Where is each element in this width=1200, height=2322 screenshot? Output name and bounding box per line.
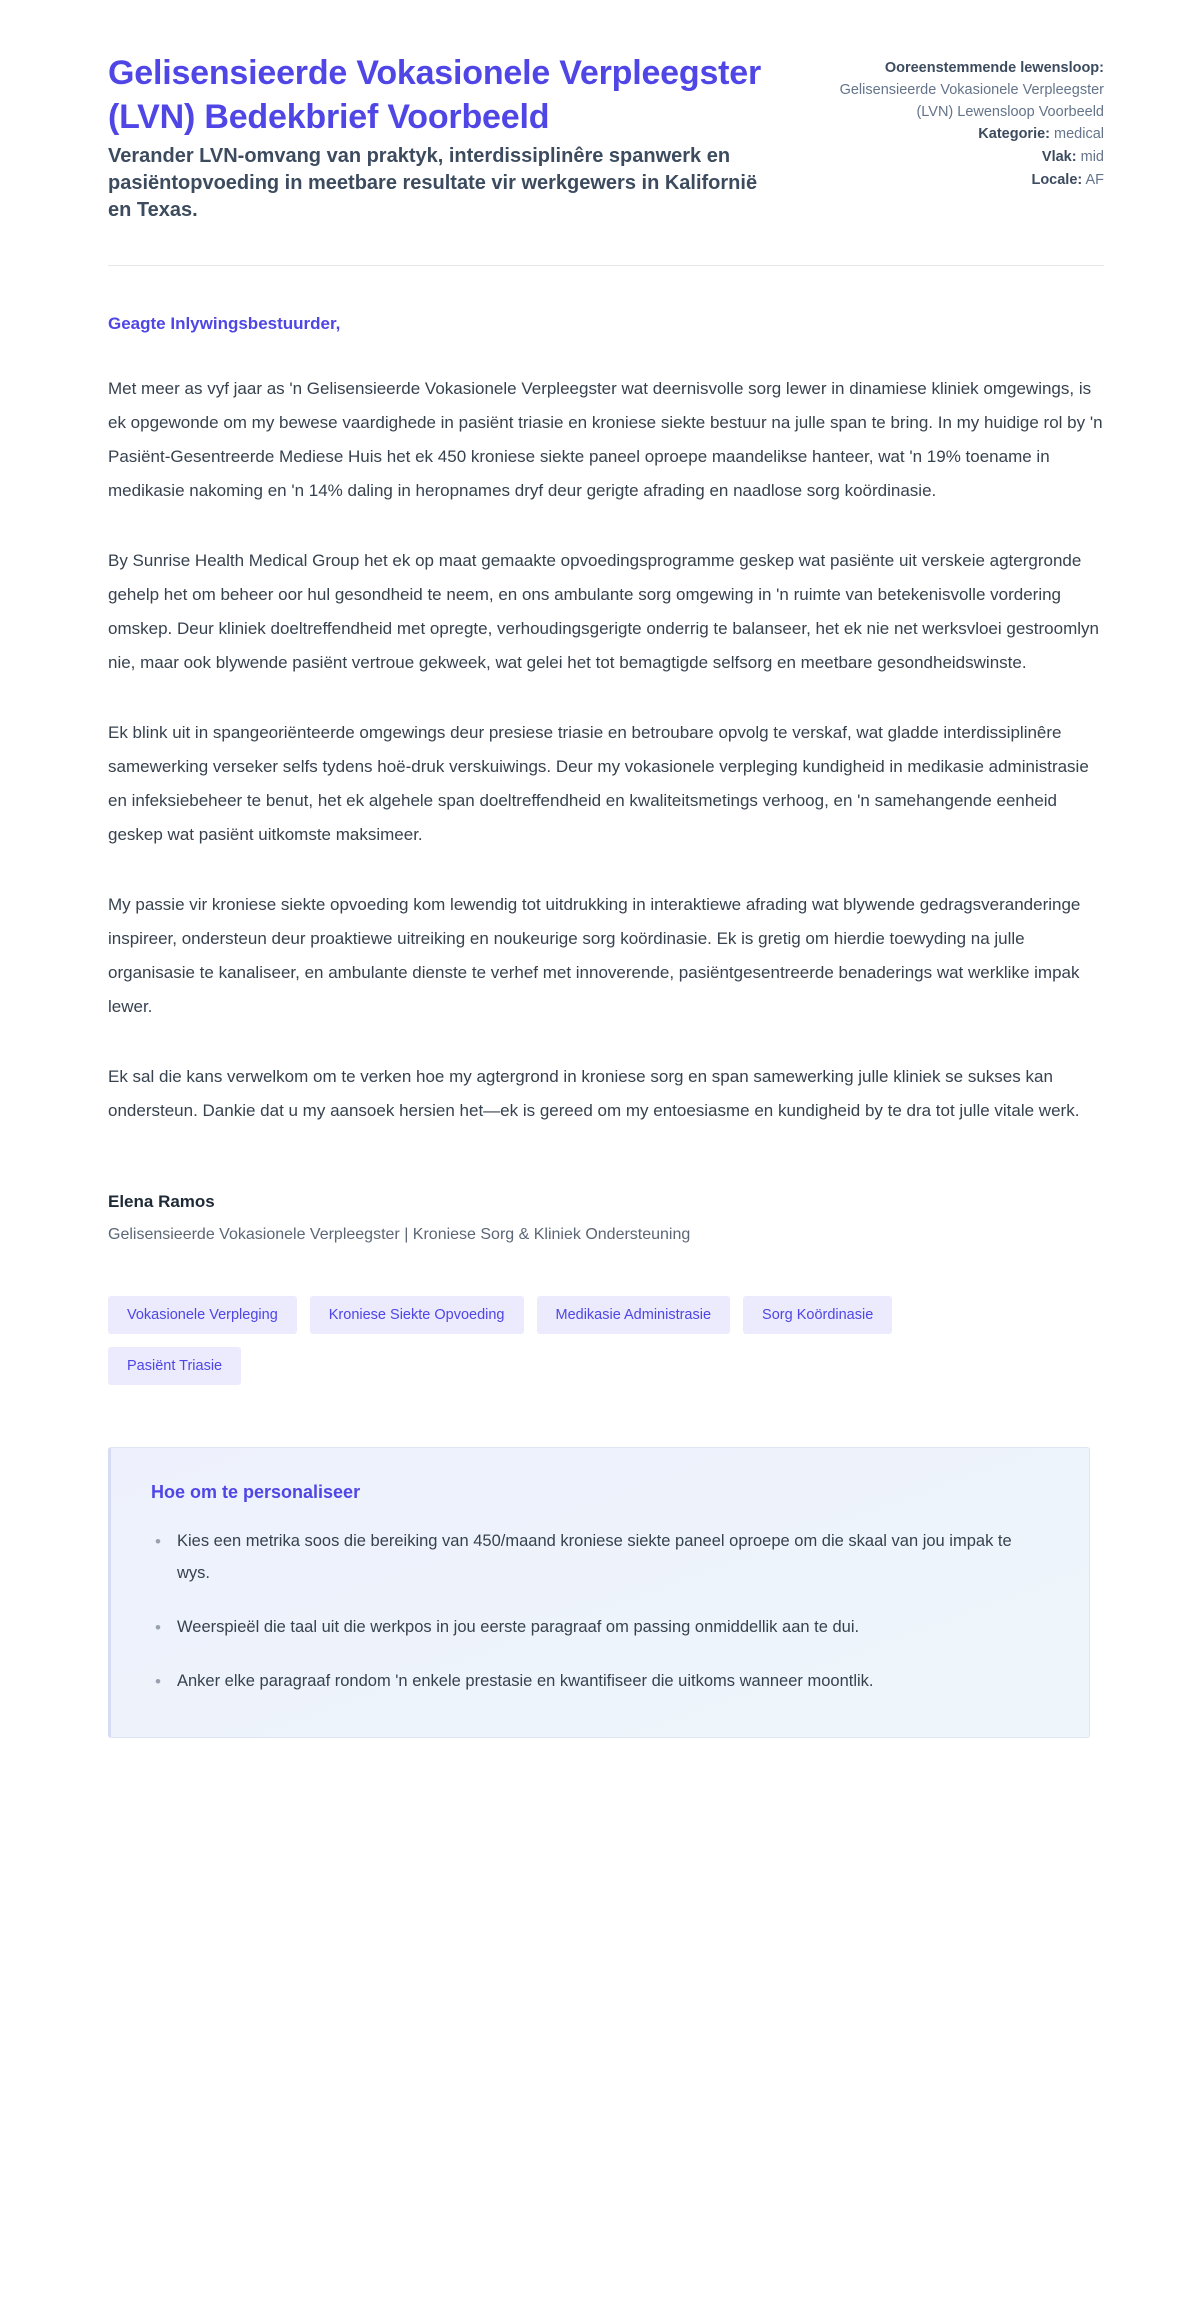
page-title: Gelisensieerde Vokasionele Verpleegster (LVN) Bedekbrief Voorbeeld	[108, 54, 762, 136]
meta-category-value: medical	[1054, 126, 1104, 143]
callout-list	[151, 1525, 1049, 1698]
tag-item[interactable]: Sorg Koördinasie	[743, 1296, 892, 1334]
letter-paragraph: Ek blink uit in spangeoriënteerde omgewings deur presiese triasie en betroubare opvolg te verskaf, wat gladde interdissiplinêre samewerking verseker selfs tydens hoë-druk verskuiwings. Deur my vokasionele verpleging kundigheid in medikasie administrasie en infeksiebeheer te benut, het ek algehele span doeltreffendheid en kwaliteitsmetings verhoog, en 'n samehangende eenheid geskep wat pasiënt uitkomste maksimeer.	[108, 722, 1089, 844]
page-header	[0, 0, 1200, 225]
letter-body	[0, 266, 1200, 1128]
signature-name: Elena Ramos	[108, 1191, 215, 1211]
letter-paragraph: By Sunrise Health Medical Group het ek op maat gemaakte opvoedingsprogramme geskep wat pasiënte uit verskeie agtergronde gehelp het om beheer oor hul gesondheid te neem, en ons ambulante sorg omgewing in 'n ruimte van betekenisvolle vordering omskep. Deur kliniek doeltreffendheid met opregte, verhoudingsgerigte onderrig te balanseer, het ek nie net werksvloei gestroomlyn nie, maar ook blywende pasiënt vertroue gekweek, wat gelei het tot bemagtigde selfsorg en meetbare gesondheidswinste.	[108, 550, 1099, 672]
tag-list	[0, 1244, 1060, 1385]
callout-list-item: • Kies een metrika soos die bereiking van 450/maand kroniese siekte paneel oproepe om die skaal van jou impak te wys.	[151, 1525, 1049, 1589]
personalization-callout	[108, 1447, 1090, 1739]
callout-title: Hoe om te personaliseer	[151, 1481, 361, 1502]
signature-block	[0, 1164, 1200, 1244]
signature-role: Gelisensieerde Vokasionele Verpleegster | Kroniese Sorg & Kliniek Ondersteuning	[108, 1225, 691, 1243]
tag-item[interactable]: Vokasionele Verpleging	[108, 1296, 297, 1334]
meta-locale	[834, 170, 1104, 192]
meta-matching-resume-value: Gelisensieerde Vokasionele Verpleegster (LVN) Lewensloop Voorbeeld	[839, 81, 1104, 120]
meta-level-value: mid	[1080, 149, 1104, 165]
header-title-block	[108, 52, 768, 225]
letter-paragraph: Ek sal die kans verwelkom om te verken hoe my agtergrond in kroniese sorg en span samewerking julle kliniek se sukses kan ondersteun. Dankie dat u my aansoek hersien het—ek is gereed om my entoesiasme en kundigheid by te dra tot julle vitale werk.	[108, 1066, 1080, 1120]
page-subtitle: Verander LVN-omvang van praktyk, interdissiplinêre spanwerk en pasiëntopvoeding in meetbare resultate vir werkgewers in Kalifornië en Texas.	[108, 145, 758, 222]
header-metadata	[834, 52, 1104, 193]
meta-category-label: Kategorie:	[978, 126, 1050, 143]
tag-item[interactable]: Pasiënt Triasie	[108, 1347, 241, 1385]
meta-level-label: Vlak:	[1041, 149, 1077, 165]
meta-level	[834, 147, 1104, 169]
letter-paragraph: Met meer as vyf jaar as 'n Gelisensieerde Vokasionele Verpleegster wat deernisvolle sorg lewer in dinamiese kliniek omgewings, is ek opgewonde om my bewese vaardighede in pasiënt triasie en kroniese siekte bestuur na julle span te bring. In my huidige rol by 'n Pasiënt-Gesentreerde Mediese Huis het ek 450 kroniese siekte paneel oproepe maandelikse hanteer, wat 'n 19% toename in medikasie nakoming en 'n 14% daling in heropnames dryf deur gerigte afrading en naadlose sorg koördinasie.	[108, 378, 1103, 500]
meta-category	[834, 124, 1104, 146]
meta-locale-value: AF	[1085, 171, 1104, 188]
meta-matching-resume-label: Ooreenstemmende lewensloop:	[884, 60, 1104, 76]
tag-item[interactable]: Kroniese Siekte Opvoeding	[310, 1296, 524, 1334]
callout-wrapper	[0, 1385, 1200, 1739]
letter-salutation: Geagte Inlywingsbestuurder,	[108, 313, 341, 333]
callout-list-item: • Anker elke paragraaf rondom 'n enkele prestasie en kwantifiseer die uitkoms wanneer moontlik.	[151, 1665, 1049, 1697]
meta-matching-resume	[834, 58, 1104, 123]
callout-list-item: • Weerspieël die taal uit die werkpos in jou eerste paragraaf om passing onmiddellik aan te dui.	[151, 1611, 1049, 1643]
letter-paragraph: My passie vir kroniese siekte opvoeding kom lewendig tot uitdrukking in interaktiewe afrading wat blywende gedragsveranderinge inspireer, ondersteun deur proaktiewe uitreiking en noukeurige sorg koördinasie. Ek is gretig om hierdie toewyding na julle organisasie te kanaliseer, en ambulante dienste te verhef met innoverende, pasiëntgesentreerde benaderings wat werklike impak lewer.	[108, 894, 1081, 1016]
meta-locale-label: Locale:	[1031, 171, 1083, 188]
tag-item[interactable]: Medikasie Administrasie	[537, 1296, 731, 1334]
